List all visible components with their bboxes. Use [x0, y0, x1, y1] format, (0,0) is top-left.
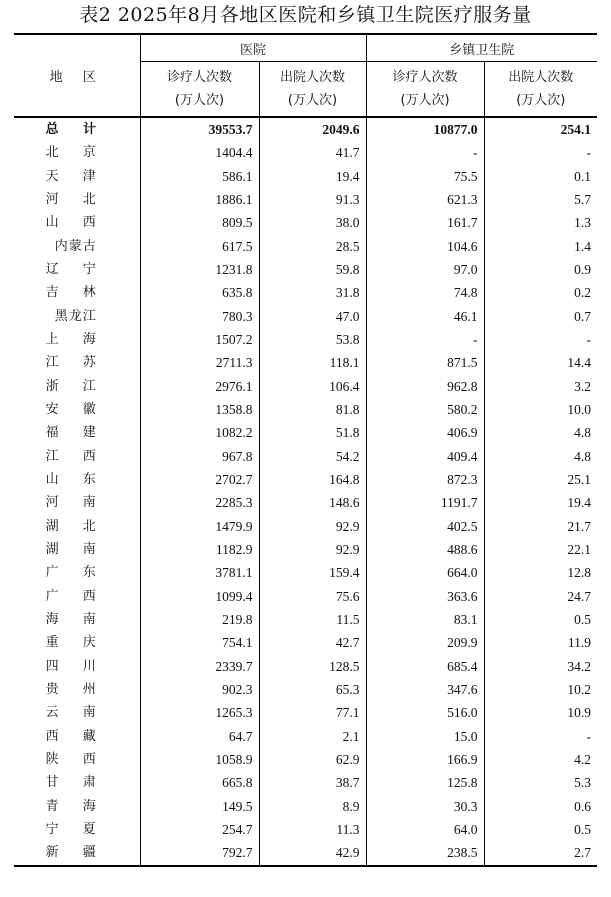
- hospital-outpatient-cell: 635.8: [140, 281, 259, 304]
- region-cell: 青 海: [45, 798, 106, 814]
- hospital-outpatient-cell: 1886.1: [140, 188, 259, 211]
- township-discharge-cell: 0.5: [484, 818, 597, 841]
- table-row: [14, 305, 597, 328]
- hospital-discharge-cell: 106.4: [259, 375, 366, 398]
- region-cell: 云 南: [45, 705, 106, 721]
- township-discharge-cell: -: [484, 725, 597, 748]
- township-discharge-cell: 0.1: [484, 165, 597, 188]
- township-discharge-cell: 1.4: [484, 235, 597, 258]
- header-label: 出院人次数: [280, 70, 346, 85]
- hospital-discharge-cell: 31.8: [259, 281, 366, 304]
- header-label: 诊疗人次数: [166, 70, 232, 85]
- region-cell: 上 海: [45, 332, 106, 348]
- region-cell: 贵 州: [45, 682, 106, 698]
- township-discharge-cell: 1.3: [484, 211, 597, 234]
- hospital-outpatient-cell: 754.1: [140, 631, 259, 654]
- table-row: [14, 515, 597, 538]
- table-row: [14, 561, 597, 584]
- township-discharge-cell: 25.1: [484, 468, 597, 491]
- township-outpatient-cell: 962.8: [366, 375, 484, 398]
- region-cell: 四 川: [45, 658, 106, 674]
- township-discharge-cell: 24.7: [484, 585, 597, 608]
- region-cell: 总 计: [45, 122, 107, 138]
- township-outpatient-cell: 1191.7: [366, 491, 484, 514]
- township-outpatient-cell: 209.9: [366, 631, 484, 654]
- township-outpatient-cell: -: [366, 328, 484, 351]
- header-unit: (万人次): [400, 93, 450, 108]
- region-cell: 天 津: [45, 168, 106, 184]
- township-outpatient-cell: 238.5: [366, 841, 484, 865]
- township-discharge-cell: 19.4: [484, 491, 597, 514]
- region-cell: 湖 北: [45, 518, 106, 534]
- region-cell: 浙 江: [45, 378, 106, 394]
- township-outpatient-cell: 104.6: [366, 235, 484, 258]
- township-discharge-cell: 12.8: [484, 561, 597, 584]
- hospital-discharge-cell: 159.4: [259, 561, 366, 584]
- header-unit: (万人次): [287, 93, 338, 108]
- hospital-outpatient-cell: 2285.3: [140, 491, 259, 514]
- hospital-discharge-cell: 91.3: [259, 188, 366, 211]
- hospital-outpatient-cell: 967.8: [140, 445, 259, 468]
- township-outpatient-cell: 363.6: [366, 585, 484, 608]
- township-outpatient-cell: 125.8: [366, 771, 484, 794]
- township-discharge-cell: 0.6: [484, 795, 597, 818]
- hospital-outpatient-cell: 1479.9: [140, 515, 259, 538]
- region-cell: 河 北: [45, 192, 106, 208]
- table-row: [14, 795, 597, 818]
- township-outpatient-cell: 161.7: [366, 211, 484, 234]
- header-unit: (万人次): [516, 93, 566, 108]
- table-row: [14, 818, 597, 841]
- township-outpatient-cell: 488.6: [366, 538, 484, 561]
- hospital-discharge-cell: 92.9: [259, 538, 366, 561]
- table-row: [14, 678, 597, 701]
- table-row: [14, 748, 597, 771]
- header-label: 诊疗人次数: [392, 70, 458, 85]
- table-row: [14, 631, 597, 654]
- region-cell: 辽 宁: [45, 262, 106, 278]
- hospital-discharge-cell: 42.9: [259, 841, 366, 865]
- table-row: [14, 585, 597, 608]
- township-discharge-cell: 5.3: [484, 771, 597, 794]
- hospital-discharge-cell: 53.8: [259, 328, 366, 351]
- table-body: [14, 117, 597, 866]
- region-cell: 新 疆: [14, 841, 140, 865]
- township-outpatient-header: [366, 62, 484, 118]
- township-discharge-cell: 0.5: [484, 608, 597, 631]
- hospital-outpatient-cell: 617.5: [140, 235, 259, 258]
- hospital-discharge-cell: 128.5: [259, 655, 366, 678]
- table-row: [14, 375, 597, 398]
- hospital-outpatient-cell: 902.3: [140, 678, 259, 701]
- table-header: [14, 34, 597, 117]
- table-row: [14, 351, 597, 374]
- township-outpatient-cell: 166.9: [366, 748, 484, 771]
- hospital-outpatient-cell: 1265.3: [140, 701, 259, 724]
- township-outpatient-cell: 685.4: [366, 655, 484, 678]
- hospital-outpatient-cell: 1404.4: [140, 141, 259, 164]
- table-row: [14, 445, 597, 468]
- hospital-outpatient-cell: 1358.8: [140, 398, 259, 421]
- township-outpatient-cell: -: [366, 141, 484, 164]
- region-cell: 河 南: [45, 495, 106, 511]
- hospital-discharge-cell: 2049.6: [259, 117, 366, 141]
- table-row: [14, 468, 597, 491]
- township-outpatient-cell: 580.2: [366, 398, 484, 421]
- hospital-discharge-header: [259, 62, 366, 118]
- township-discharge-cell: 22.1: [484, 538, 597, 561]
- region-cell: 山 东: [45, 472, 106, 488]
- township-discharge-cell: -: [484, 141, 597, 164]
- township-discharge-cell: 0.2: [484, 281, 597, 304]
- hospital-discharge-cell: 77.1: [259, 701, 366, 724]
- hospital-outpatient-cell: 1058.9: [140, 748, 259, 771]
- table-row: [14, 235, 597, 258]
- hospital-discharge-cell: 92.9: [259, 515, 366, 538]
- hospital-discharge-cell: 75.6: [259, 585, 366, 608]
- township-discharge-cell: 4.2: [484, 748, 597, 771]
- hospital-discharge-cell: 148.6: [259, 491, 366, 514]
- township-outpatient-cell: 30.3: [366, 795, 484, 818]
- hospital-discharge-cell: 65.3: [259, 678, 366, 701]
- region-cell: 黑龙江: [54, 308, 97, 324]
- hospital-outpatient-header: [140, 62, 259, 118]
- table-row: [14, 725, 597, 748]
- table-row: [14, 841, 597, 865]
- township-discharge-cell: 4.8: [484, 421, 597, 444]
- township-outpatient-cell: 64.0: [366, 818, 484, 841]
- region-cell: 广 西: [45, 588, 106, 604]
- region-cell: 江 西: [45, 448, 106, 464]
- township-group-header: 乡镇卫生院: [366, 34, 597, 62]
- hospital-outpatient-cell: 665.8: [140, 771, 259, 794]
- hospital-discharge-cell: 8.9: [259, 795, 366, 818]
- hospital-group-header: 医院: [140, 34, 366, 62]
- table-row: [14, 165, 597, 188]
- table-row: [14, 258, 597, 281]
- hospital-outpatient-cell: 792.7: [140, 841, 259, 865]
- region-cell: 宁 夏: [45, 822, 106, 837]
- total-row: [14, 117, 597, 141]
- table-row: [14, 771, 597, 794]
- township-outpatient-cell: 15.0: [366, 725, 484, 748]
- township-outpatient-cell: 402.5: [366, 515, 484, 538]
- hospital-discharge-cell: 164.8: [259, 468, 366, 491]
- table-row: [14, 701, 597, 724]
- hospital-outpatient-cell: 3781.1: [140, 561, 259, 584]
- township-discharge-cell: 0.7: [484, 305, 597, 328]
- township-outpatient-cell: 664.0: [366, 561, 484, 584]
- township-outpatient-cell: 83.1: [366, 608, 484, 631]
- table-row: [14, 655, 597, 678]
- region-cell: 西 藏: [45, 728, 106, 744]
- region-cell: 江 苏: [45, 355, 106, 371]
- region-cell: 湖 南: [45, 542, 106, 558]
- township-discharge-cell: -: [484, 328, 597, 351]
- township-outpatient-cell: 621.3: [366, 188, 484, 211]
- township-discharge-cell: 254.1: [484, 117, 597, 141]
- hospital-outpatient-cell: 219.8: [140, 608, 259, 631]
- township-discharge-header: [484, 62, 597, 118]
- hospital-discharge-cell: 47.0: [259, 305, 366, 328]
- table-row: [14, 281, 597, 304]
- township-discharge-cell: 11.9: [484, 631, 597, 654]
- hospital-outpatient-cell: 2711.3: [140, 351, 259, 374]
- hospital-discharge-cell: 41.7: [259, 141, 366, 164]
- township-outpatient-cell: 406.9: [366, 421, 484, 444]
- region-cell: 广 东: [45, 565, 106, 581]
- hospital-outpatient-cell: 2976.1: [140, 375, 259, 398]
- hospital-outpatient-cell: 2339.7: [140, 655, 259, 678]
- hospital-discharge-cell: 118.1: [259, 351, 366, 374]
- township-discharge-cell: 21.7: [484, 515, 597, 538]
- table-title: 表2 2025年8月各地区医院和乡镇卫生院医疗服务量: [79, 4, 532, 26]
- township-discharge-cell: 3.2: [484, 375, 597, 398]
- township-discharge-cell: 0.9: [484, 258, 597, 281]
- table-row: [14, 608, 597, 631]
- township-outpatient-cell: 10877.0: [366, 117, 484, 141]
- hospital-discharge-cell: 11.3: [259, 818, 366, 841]
- region-cell: 北 京: [45, 145, 106, 161]
- hospital-outpatient-cell: 149.5: [140, 795, 259, 818]
- hospital-discharge-cell: 81.8: [259, 398, 366, 421]
- hospital-discharge-cell: 11.5: [259, 608, 366, 631]
- hospital-outpatient-cell: 1099.4: [140, 585, 259, 608]
- hospital-discharge-cell: 59.8: [259, 258, 366, 281]
- region-cell: 内蒙古: [54, 238, 97, 254]
- hospital-discharge-cell: 51.8: [259, 421, 366, 444]
- service-volume-table: [14, 33, 597, 867]
- table-row: [14, 491, 597, 514]
- region-cell: 吉 林: [45, 285, 106, 301]
- hospital-discharge-cell: 62.9: [259, 748, 366, 771]
- township-discharge-cell: 5.7: [484, 188, 597, 211]
- hospital-outpatient-cell: 1231.8: [140, 258, 259, 281]
- header-unit: (万人次): [174, 93, 225, 108]
- hospital-outpatient-cell: 2702.7: [140, 468, 259, 491]
- township-discharge-cell: 10.9: [484, 701, 597, 724]
- township-discharge-cell: 10.0: [484, 398, 597, 421]
- region-cell: 海 南: [45, 612, 106, 628]
- table-row: [14, 211, 597, 234]
- township-discharge-cell: 2.7: [484, 841, 597, 865]
- region-cell: 安 徽: [45, 402, 106, 418]
- hospital-outpatient-cell: 1082.2: [140, 421, 259, 444]
- township-outpatient-cell: 46.1: [366, 305, 484, 328]
- hospital-outpatient-cell: 1182.9: [140, 538, 259, 561]
- hospital-outpatient-cell: 64.7: [140, 725, 259, 748]
- hospital-discharge-cell: 38.7: [259, 771, 366, 794]
- township-discharge-cell: 34.2: [484, 655, 597, 678]
- hospital-discharge-cell: 2.1: [259, 725, 366, 748]
- township-outpatient-cell: 347.6: [366, 678, 484, 701]
- table-row: [14, 328, 597, 351]
- hospital-outpatient-cell: 39553.7: [140, 117, 259, 141]
- hospital-outpatient-cell: 780.3: [140, 305, 259, 328]
- hospital-discharge-cell: 28.5: [259, 235, 366, 258]
- table-row: [14, 538, 597, 561]
- township-discharge-cell: 14.4: [484, 351, 597, 374]
- header-label: 出院人次数: [508, 70, 574, 85]
- hospital-discharge-cell: 54.2: [259, 445, 366, 468]
- region-cell: 福 建: [45, 425, 106, 441]
- table-row: [14, 188, 597, 211]
- region-cell: 甘 肃: [45, 775, 106, 791]
- township-outpatient-cell: 75.5: [366, 165, 484, 188]
- hospital-outpatient-cell: 809.5: [140, 211, 259, 234]
- table-row: [14, 141, 597, 164]
- hospital-discharge-cell: 19.4: [259, 165, 366, 188]
- township-outpatient-cell: 516.0: [366, 701, 484, 724]
- township-outpatient-cell: 872.3: [366, 468, 484, 491]
- township-discharge-cell: 10.2: [484, 678, 597, 701]
- township-outpatient-cell: 97.0: [366, 258, 484, 281]
- hospital-outpatient-cell: 586.1: [140, 165, 259, 188]
- hospital-outpatient-cell: 254.7: [140, 818, 259, 841]
- township-outpatient-cell: 74.8: [366, 281, 484, 304]
- region-cell: 陕 西: [45, 752, 106, 768]
- region-column-header: 地 区: [14, 34, 140, 117]
- table-row: [14, 421, 597, 444]
- township-outpatient-cell: 871.5: [366, 351, 484, 374]
- hospital-discharge-cell: 38.0: [259, 211, 366, 234]
- table-row: [14, 398, 597, 421]
- region-cell: 山 西: [45, 215, 106, 231]
- region-cell: 重 庆: [45, 635, 106, 651]
- hospital-outpatient-cell: 1507.2: [140, 328, 259, 351]
- township-discharge-cell: 4.8: [484, 445, 597, 468]
- township-outpatient-cell: 409.4: [366, 445, 484, 468]
- hospital-discharge-cell: 42.7: [259, 631, 366, 654]
